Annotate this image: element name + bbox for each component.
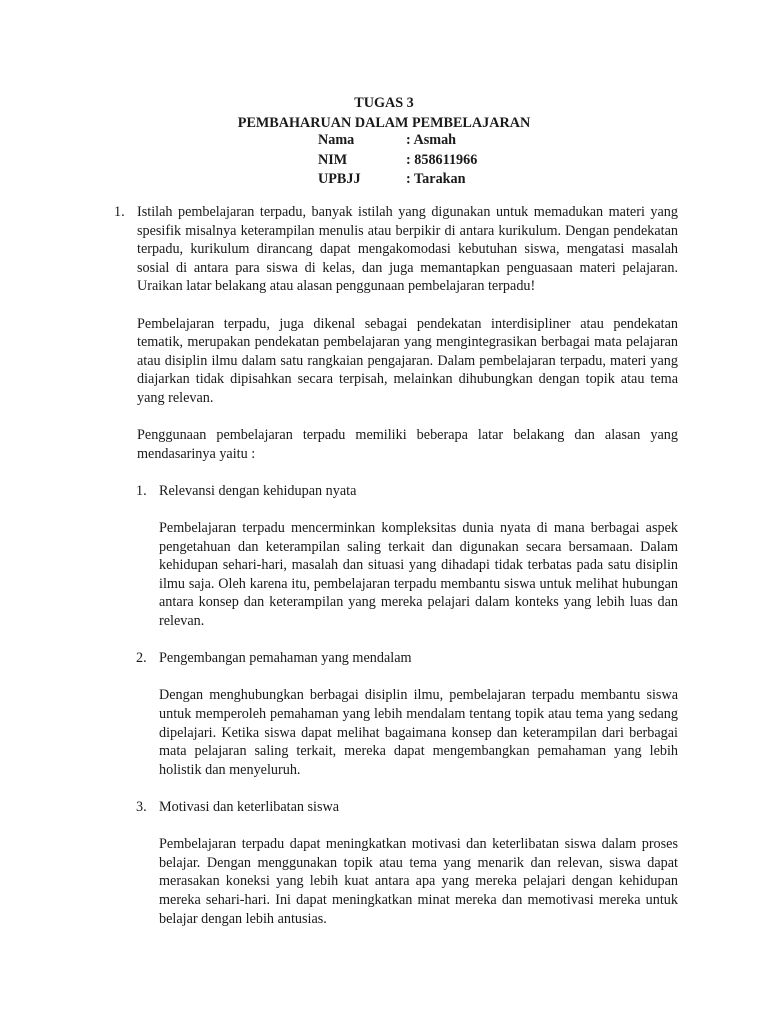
- document-header: [0, 94, 768, 133]
- info-row-upbjj: [318, 170, 477, 190]
- answer-lead: Penggunaan pembelajaran terpadu memiliki beberapa latar belakang dan alasan yang mendasarinya yaitu :: [137, 427, 678, 462]
- document-body: [0, 203, 768, 928]
- point-heading-text: Relevansi dengan kehidupan nyata: [159, 482, 357, 499]
- question-number: 1.: [114, 204, 125, 220]
- question-text: Istilah pembelajaran terpadu, banyak istilah yang digunakan untuk memadukan materi yang spesifik misalnya keterampilan menulis atau berpikir di antara kurikulum. Dengan pendekatan terpadu, kurikulum dirancang dapat mengakomodasi kebutuhan siswa, mengatasi masalah sosial di antara para siswa di kelas, dan juga memantapkan penguasaan materi pelajaran. Uraikan latar belakang atau alasan penggunaan pembelajaran terpadu!: [137, 204, 678, 295]
- info-value: : Asmah: [406, 132, 457, 148]
- point-number: 1.: [136, 482, 147, 499]
- point-heading-text: Motivasi dan keterlibatan siswa: [159, 799, 340, 815]
- point-heading-text: Pengembangan pemahaman yang mendalam: [159, 650, 412, 667]
- answer-intro: Pembelajaran terpadu, juga dikenal sebagai pendekatan interdisipliner atau pendekatan tematik, merupakan pendekatan pembelajaran yang mengintegrasikan berbagai mata pelajaran atau disiplin ilmu dalam satu rangkaian pengajaran. Dalam pembelajaran terpadu, materi yang diajarkan tidak dipisahkan secara terpisah, melainkan dihubungkan dengan topik atau tema yang relevan.: [137, 315, 678, 406]
- point-heading: [0, 649, 768, 668]
- document-title: TUGAS 3: [354, 95, 414, 111]
- point-number: 2.: [136, 650, 147, 667]
- question-item: [0, 203, 768, 296]
- point-text: Dengan menghubungkan berbagai disiplin ilmu, pembelajaran terpadu membantu siswa untuk memperoleh pemahaman yang lebih mendalam tentang topik atau tema yang sedang dipelajari. Ketika siswa dapat melihat bagaimana konsep dan keterampilan dari berbagai mata pelajaran saling terkait, mereka dapat mengembangkan pemahaman yang lebih holistik dan menyeluruh.: [159, 687, 678, 778]
- point-heading: [0, 798, 768, 817]
- info-key: Nama: [318, 132, 355, 148]
- info-value: : Tarakan: [406, 171, 466, 187]
- point-text: Pembelajaran terpadu dapat meningkatkan motivasi dan keterlibatan siswa dalam proses belajar. Dengan menggunakan topik atau tema yang menarik dan relevan, siswa dapat merasakan koneksi yang lebih kuat antara apa yang mereka pelajari dengan kehidupan mereka sehari-hari. Ini dapat meningkatkan minat mereka dan memotivasi mereka untuk belajar dengan lebih antusias.: [159, 836, 678, 927]
- info-key: UPBJJ: [318, 171, 361, 187]
- student-info: [318, 131, 477, 190]
- info-row-nama: [318, 131, 477, 151]
- point-heading: [0, 482, 768, 501]
- point-text: Pembelajaran terpadu mencerminkan kompleksitas dunia nyata di mana berbagai aspek pengetahuan dan keterampilan saling terkait dan digunakan secara bersamaan. Dalam kehidupan sehari-hari, masalah dan situasi yang dihadapi tidak terbatas pada satu disiplin ilmu saja. Oleh karena itu, pembelajaran terpadu membantu siswa untuk melihat hubungan antara konsep dan keterampilan yang mereka pelajari dalam konteks yang lebih luas dan relevan.: [159, 520, 678, 630]
- info-value: : 858611966: [406, 151, 478, 168]
- info-row-nim: [318, 151, 477, 171]
- point-number: 3.: [136, 799, 147, 815]
- document-subtitle: PEMBAHARUAN DALAM PEMBELAJARAN: [237, 114, 531, 131]
- info-key: NIM: [318, 151, 348, 168]
